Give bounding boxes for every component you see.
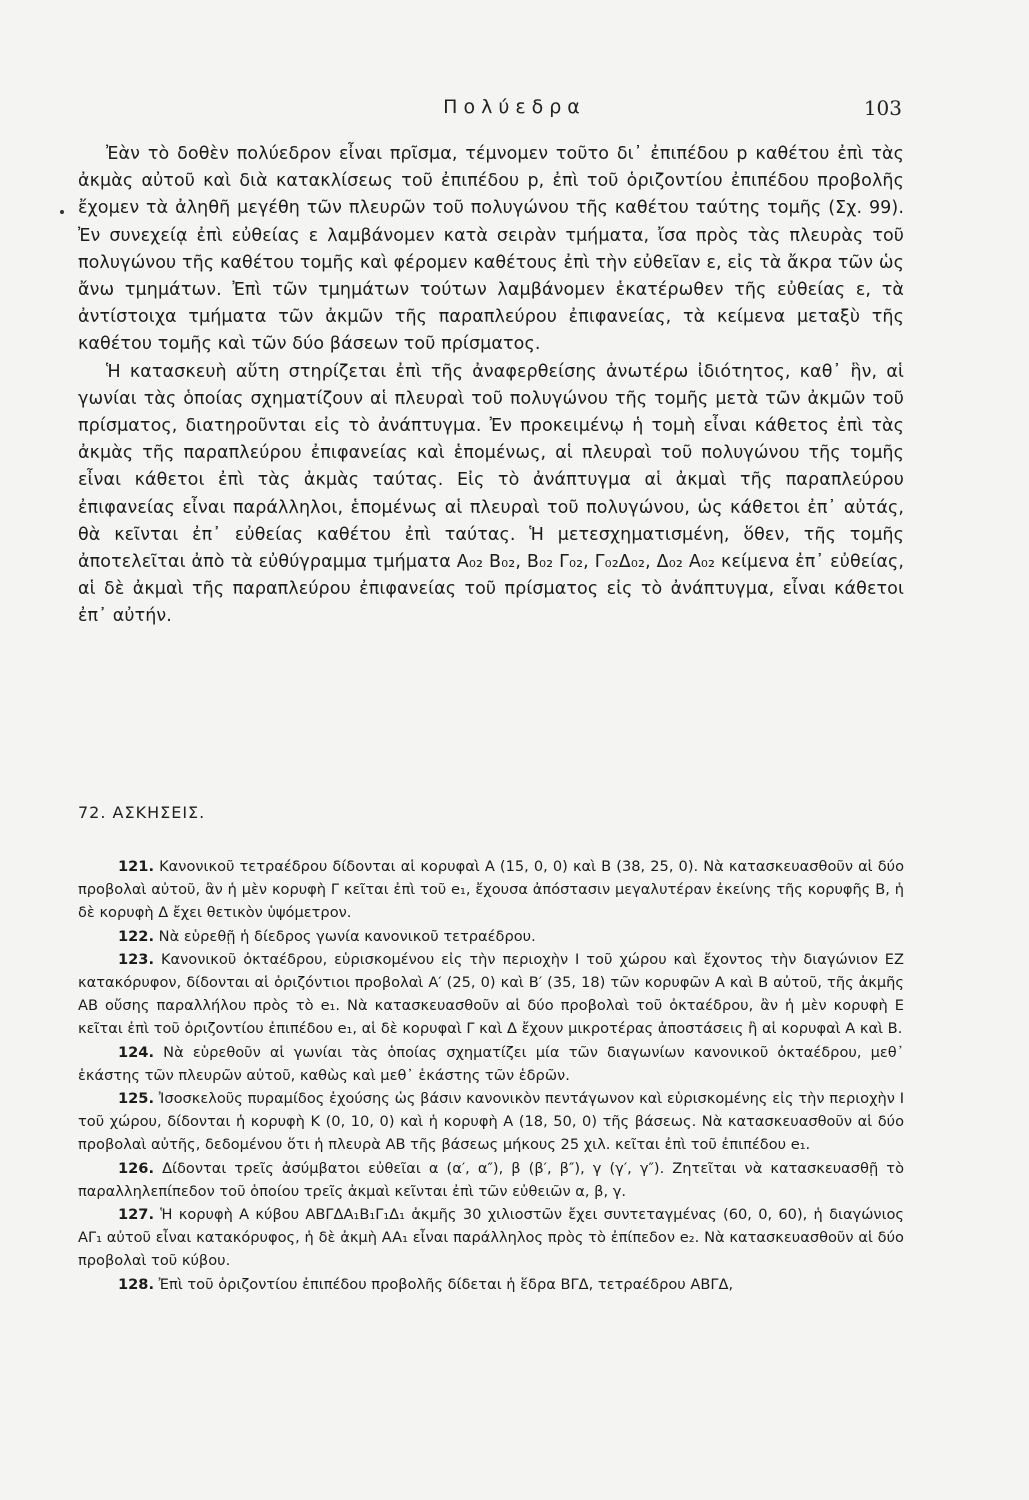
exercise-number: 126. [118,1159,155,1177]
exercise-text: Δίδονται τρεῖς ἀσύμβατοι εὐθεῖαι α (α′, α″), β (β′, β″), γ (γ′, γ″). Ζητεῖται νὰ κατασκευασθῇ τὸ παραλληλεπίπεδον τοῦ ὁποίου τρεῖς ἀκμαὶ κεῖνται ἐπὶ τῶν εὐθειῶν α, β, γ. [78,1159,904,1200]
exercise-text: Νὰ εὑρεθῇ ἡ δίεδρος γωνία κανονικοῦ τετραέδρου. [158,927,536,945]
exercise-list [78,855,904,1296]
exercise-number: 122. [118,927,155,945]
exercise-item [78,1273,904,1296]
exercise-text: Ἐπὶ τοῦ ὁριζοντίου ἐπιπέδου προβολῆς δίδεται ἡ ἕδρα BΓΔ, τετραέδρου ABΓΔ, [158,1275,734,1293]
paragraph: Ἐὰν τὸ δοθὲν πολύεδρον εἶναι πρῖσμα, τέμνομεν τοῦτο δι᾿ ἐπιπέδου p καθέτου ἐπὶ τὰς ἀκμὰς αὐτοῦ καὶ διὰ κατακλίσεως τοῦ ἐπιπέδου p, ἐπὶ τοῦ ὁριζοντίου ἐπιπέδου προβολῆς ἔχομεν τὰ ἀληθῆ μεγέθη τῶν πλευρῶν τοῦ πολυγώνου τῆς καθέτου ταύτης τομῆς (Σχ. 99). Ἐν συνεχείᾳ ἐπὶ εὐθείας ε λαμβάνομεν κατὰ σειρὰν τμήματα, ἴσα πρὸς τὰς πλευρὰς τοῦ πολυγώνου τῆς καθέτου τομῆς καὶ φέρομεν καθέτους ἐπὶ τὴν εὐθεῖαν ε, εἰς τὰ ἄκρα τῶν ὡς ἄνω τμημάτων. Ἐπὶ τῶν τμημάτων τούτων λαμβάνομεν ἑκατέρωθεν τῆς εὐθείας ε, τὰ ἀντίστοιχα τμήματα τῶν ἀκμῶν τῆς παραπλεύρου ἐπιφανείας, τὰ κείμενα μεταξὺ τῆς καθέτου τομῆς καὶ τῶν δύο βάσεων τοῦ πρίσματος. [78,144,904,355]
exercise-text: Κανονικοῦ ὀκταέδρου, εὑρισκομένου εἰς τὴν περιοχὴν I τοῦ χώρου καὶ ἔχοντος τὴν διαγώνιον EZ κατακόρυφον, δίδονται αἱ ὁριζόντιοι προβολαὶ A′ (25, 0) καὶ B′ (35, 18) τῶν κορυφῶν A καὶ B αὐτοῦ, τῆς ἀκμῆς AB οὔσης παραλλήλου πρὸς τὸ e₁. Νὰ κατασκευασθοῦν αἱ δύο προβολαὶ τοῦ ὀκταέδρου, ἂν ἡ μὲν κορυφὴ E κεῖται ἐπὶ τοῦ ὁριζοντίου ἐπιπέδου e₁, αἱ δὲ κορυφαὶ Γ καὶ Δ ἔχουν μικροτέρας ἀποστάσεις ἢ αἱ κορυφαὶ A καὶ B. [78,950,904,1038]
page-number: 103 [863,96,902,120]
paragraph: Ἡ κατασκευὴ αὕτη στηρίζεται ἐπὶ τῆς ἀναφερθείσης ἀνωτέρω ἰδιότητος, καθ᾿ ἣν, αἱ γωνίαι τὰς ὁποίας σχηματίζουν αἱ πλευραὶ τοῦ πολυγώνου τῆς τομῆς μετὰ τῶν ἀκμῶν τοῦ πρίσματος, διατηροῦνται εἰς τὸ ἀνάπτυγμα. Ἐν προκειμένῳ ἡ τομὴ εἶναι κάθετος ἐπὶ τὰς ἀκμὰς τῆς παραπλεύρου ἐπιφανείας καὶ ἑπομένως, αἱ πλευραὶ τοῦ πολυγώνου τῆς τομῆς εἶναι κάθετοι ἐπὶ τὰς ἀκμὰς ταύτας. Εἰς τὸ ἀνάπτυγμα αἱ ἀκμαὶ τῆς παραπλεύρου ἐπιφανείας εἶναι παράλληλοι, ἑπομένως αἱ πλευραὶ τοῦ πολυγώνου, ὡς κάθετοι ἐπ᾿ αὐτάς, θὰ κεῖνται ἐπ᾿ εὐθείας καθέτου ἐπὶ ταύτας. Ἡ μετεσχηματισμένη, ὅθεν, τῆς τομῆς ἀποτελεῖται ἀπὸ τὰ εὐθύγραμμα τμήματα A₀₂ B₀₂, B₀₂ Γ₀₂, Γ₀₂Δ₀₂, Δ₀₂ A₀₂ κείμενα ἐπ᾿ εὐθείας, αἱ δὲ ἀκμαὶ τῆς παραπλεύρου ἐπιφανείας τοῦ πρίσματος εἰς τὸ ἀνάπτυγμα, εἶναι κάθετοι ἐπ᾿ αὐτήν. [78,361,904,627]
exercise-item [78,855,904,925]
exercise-text: Ἡ κορυφὴ A κύβου ABΓΔA₁B₁Γ₁Δ₁ ἀκμῆς 30 χιλιοστῶν ἔχει συντεταγμένας (60, 0, 60), ἡ διαγώνιος AΓ₁ αὐτοῦ εἶναι κατακόρυφος, ἡ δὲ ἀκμὴ AA₁ εἶναι παράλληλος πρὸς τὸ ἐπίπεδον e₂. Νὰ κατασκευασθοῦν αἱ δύο προβολαὶ τοῦ κύβου. [78,1206,904,1270]
body-text [78,141,904,631]
exercise-text: Ἰσοσκελοῦς πυραμίδος ἐχούσης ὡς βάσιν κανονικὸν πεντάγωνον καὶ εὑρισκομένης εἰς τὴν περιοχὴν I τοῦ χώρου, δίδονται ἡ κορυφὴ K (0, 10, 0) καὶ ἡ κορυφὴ A (18, 50, 0) τῆς βάσεως. Νὰ κατασκευασθοῦν αἱ δύο προβολαὶ αὐτῆς, δεδομένου ὅτι ἡ πλευρὰ AB τῆς βάσεως μήκους 25 χιλ. κεῖται ἐπὶ τοῦ ἐπιπέδου e₁. [78,1090,904,1154]
exercise-number: 121. [118,858,155,875]
exercise-item [78,1203,904,1273]
margin-mark [60,210,64,214]
exercise-item [78,1041,904,1087]
exercise-text: Νὰ εὑρεθοῦν αἱ γωνίαι τὰς ὁποίας σχηματίζει μία τῶν διαγωνίων κανονικοῦ ὀκταέδρου, μεθ᾿ ἑκάστης τῶν πλευρῶν αὐτοῦ, καθὼς καὶ μεθ᾿ ἑκάστης τῶν ἑδρῶν. [78,1043,904,1084]
exercise-number: 125. [118,1090,155,1108]
exercise-number: 124. [118,1043,155,1061]
exercise-number: 128. [118,1275,155,1293]
exercise-number: 123. [118,950,155,968]
running-head: Πολύεδρα [443,96,586,118]
exercise-item [78,1087,904,1157]
exercise-item [78,1157,904,1203]
exercise-text: Κανονικοῦ τετραέδρου δίδονται αἱ κορυφαὶ A (15, 0, 0) καὶ B (38, 25, 0). Νὰ κατασκευασθοῦν αἱ δύο προβολαὶ αὐτοῦ, ἂν ἡ μὲν κορυφὴ Γ κεῖται ἐπὶ τοῦ e₁, ἔχουσα ἀπόστασιν μεγαλυτέραν ἐκείνης τῆς κορυφῆς B, ἡ δὲ κορυφὴ Δ ἔχει θετικὸν ὑψόμετρον. [78,858,905,922]
section-heading: 72. ΑΣΚΗΣΕΙΣ. [78,803,206,822]
exercise-item [78,948,904,1041]
exercise-number: 127. [118,1206,155,1224]
exercise-item [78,925,904,948]
